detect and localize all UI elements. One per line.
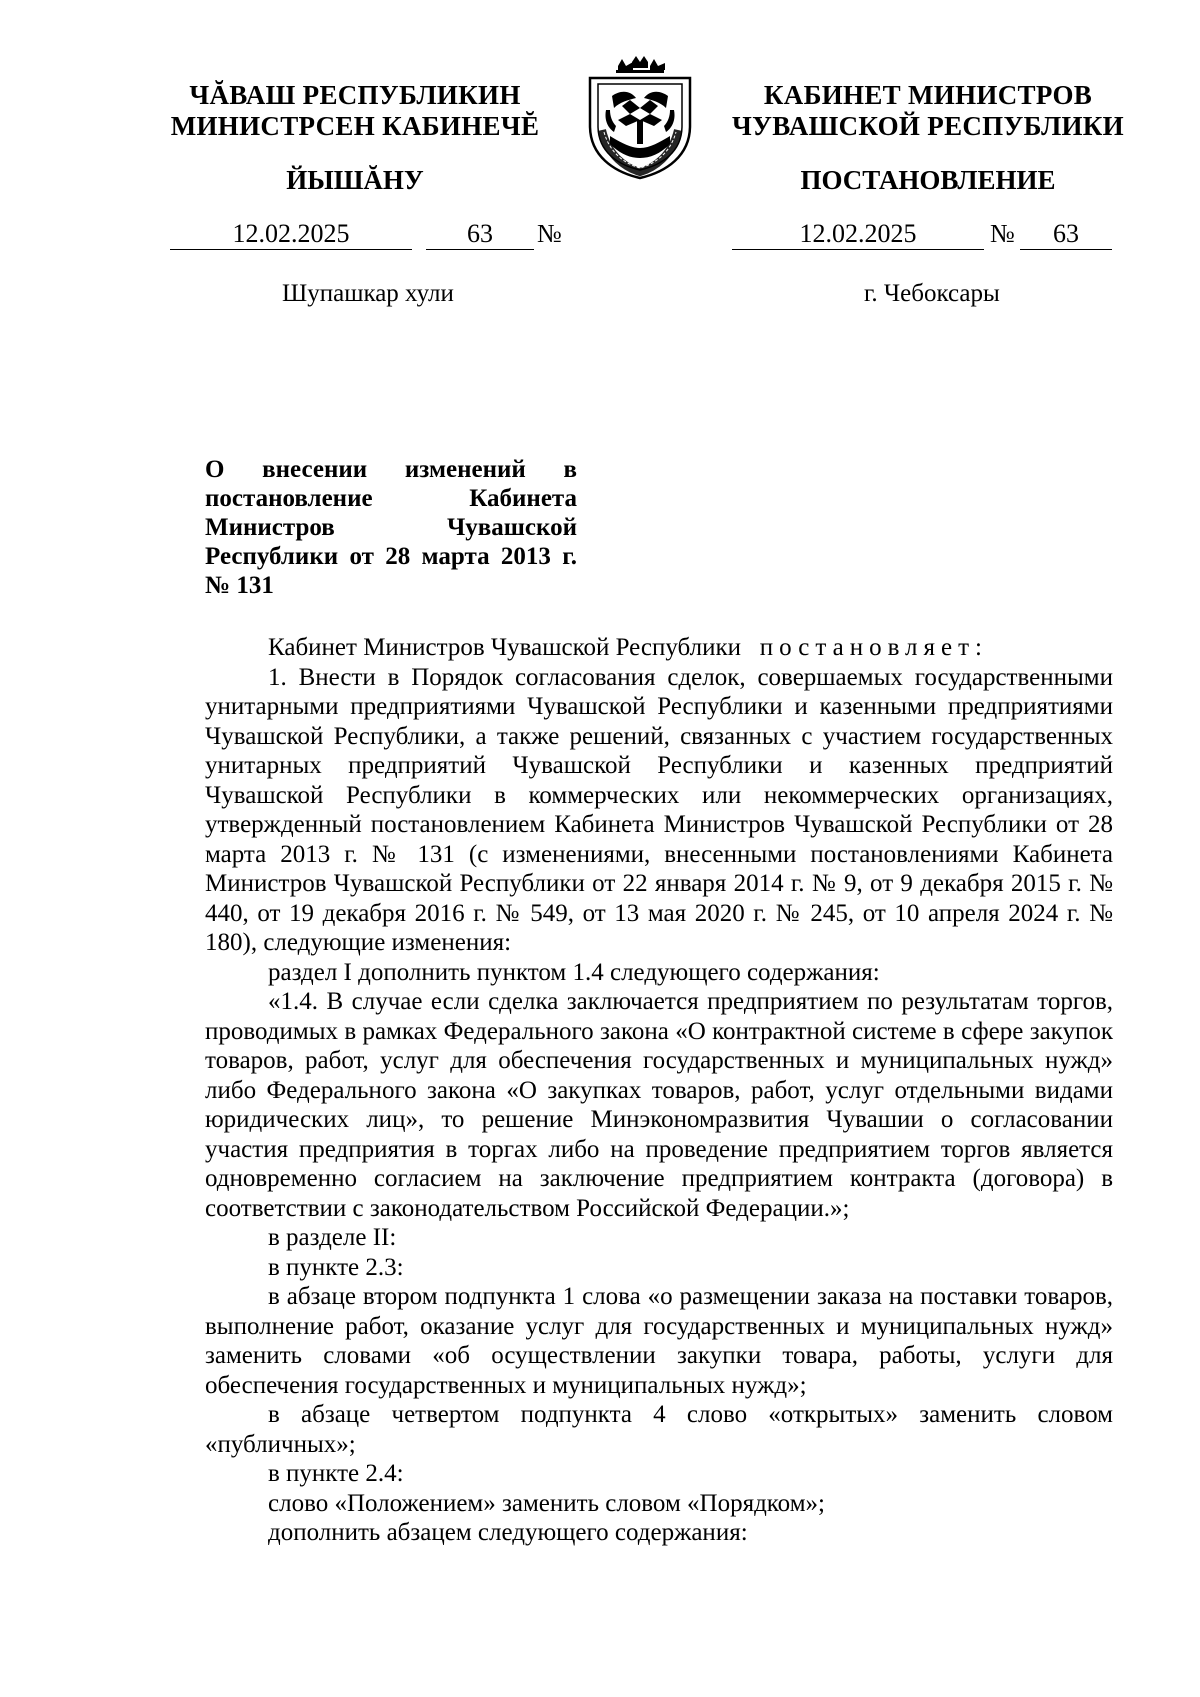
header-right-city: г. Чебоксары (864, 280, 1000, 307)
document-title: О внесении изменений в постановление Кабинета Министров Чувашской Республики от 28 марта 2013 г. № 131 (205, 456, 577, 599)
header-left-doc-type: ЙЫШĂНУ (286, 165, 424, 195)
header-left (160, 80, 550, 142)
document-body (205, 633, 1113, 1548)
header-right-number-sign: № (990, 219, 1015, 248)
header-left-number: 63 (426, 219, 534, 250)
body-paragraph: 1. Внести в Порядок согласования сделок, совершаемых государственными унитарными предприятиями Чувашской Республики и казенными предприятиями Чувашской Республики, а также решений, связанных с участием государственных унитарных предприятий Чувашской Республики и казенных предприятий Чувашской Республики в коммерческих или некоммерческих организациях, утвержденный постановлением Кабинета Министров Чувашской Республики от 28 марта 2013 г. № 131 (с изменениями, внесенными постановлениями Кабинета Министров Чувашской Республики от 22 января 2014 г. № 9, от 9 декабря 2015 г. № 440, от 19 декабря 2016 г. № 549, от 13 мая 2020 г. № 245, от 10 апреля 2024 г. № 180), следующие изменения: (205, 663, 1113, 956)
body-paragraph: в разделе II: (268, 1224, 397, 1251)
body-paragraph: «1.4. В случае если сделка заключается предприятием по результатам торгов, проводимых в рамках Федерального закона «О контрактной системе в сфере закупок товаров, работ, услуг для обеспечения государственных и муниципальных нужд» либо Федерального закона «О закупках товаров, работ, услуг отдельными видами юридических лиц», то решение Минэкономразвития Чувашии о согласовании участия предприятия в торгах либо на проведение предприятием торгов является одновременно согласием на заключение предприятием контракта (договора) в соответствии с законодательством Российской Федерации.»; (205, 988, 1113, 1222)
header-left-city: Шупашкар хули (282, 280, 454, 307)
header-right-line2: ЧУВАШСКОЙ РЕСПУБЛИКИ (732, 111, 1124, 141)
body-paragraph: в пункте 2.4: (268, 1460, 404, 1487)
intro-main: Кабинет Министров Чувашской Республики (268, 634, 742, 661)
emblem (570, 56, 710, 181)
header-left-date: 12.02.2025 (170, 219, 412, 250)
body-paragraph: слово «Положением» заменить словом «Порядком»; (268, 1489, 825, 1517)
header-left-line2: МИНИСТРСЕН КАБИНЕЧĔ (170, 111, 540, 141)
body-paragraph: раздел I дополнить пунктом 1.4 следующего содержания: (268, 958, 880, 986)
body-paragraph: в абзаце четвертом подпункта 4 слово «открытых» заменить словом «публичных»; (205, 1401, 1113, 1458)
header-right (718, 80, 1138, 142)
coat-of-arms-icon (570, 56, 710, 181)
body-paragraph: в пункте 2.3: (268, 1253, 404, 1281)
header-left-line1: ЧĂВАШ РЕСПУБЛИКИН (189, 80, 521, 110)
header-right-doc-type: ПОСТАНОВЛЕНИЕ (800, 165, 1056, 195)
body-intro (205, 633, 1113, 663)
header-right-number: 63 (1020, 219, 1112, 250)
body-paragraph: дополнить абзацем следующего содержания: (268, 1519, 748, 1546)
intro-spaced: постановляет: (759, 634, 989, 661)
header-left-number-sign: № (537, 219, 562, 248)
header-right-line1: КАБИНЕТ МИНИСТРОВ (763, 80, 1093, 110)
header-right-date: 12.02.2025 (732, 219, 984, 250)
body-paragraph: в абзаце втором подпункта 1 слова «о размещении заказа на поставки товаров, выполнение работ, оказание услуг для государственных и муниципальных нужд» заменить словами «об осуществлении закупки товара, работы, услуги для обеспечения государственных и муниципальных нужд»; (205, 1283, 1113, 1399)
